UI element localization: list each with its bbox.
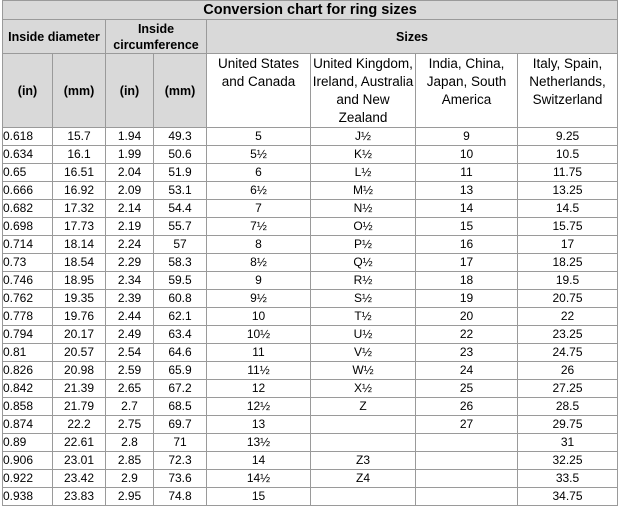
india-china-size-cell: 20 bbox=[416, 308, 518, 326]
india-china-size-cell bbox=[416, 434, 518, 452]
diameter-in-cell: 0.906 bbox=[3, 452, 53, 470]
us-canada-size-cell: 5½ bbox=[207, 146, 311, 164]
diameter-in-cell: 0.65 bbox=[3, 164, 53, 182]
uk-size-cell: Q½ bbox=[311, 254, 416, 272]
circumference-mm-cell: 55.7 bbox=[154, 218, 207, 236]
table-row bbox=[3, 398, 618, 416]
circumference-in-cell: 1.94 bbox=[106, 128, 154, 146]
table-row bbox=[3, 218, 618, 236]
unit-header-diameter-in: (in) bbox=[3, 54, 53, 128]
diameter-in-cell: 0.938 bbox=[3, 488, 53, 506]
diameter-in-cell: 0.81 bbox=[3, 344, 53, 362]
india-china-size-cell: 24 bbox=[416, 362, 518, 380]
unit-header-circumference-mm: (mm) bbox=[154, 54, 207, 128]
circumference-mm-cell: 65.9 bbox=[154, 362, 207, 380]
table-row bbox=[3, 416, 618, 434]
uk-size-cell: Z bbox=[311, 398, 416, 416]
diameter-in-cell: 0.842 bbox=[3, 380, 53, 398]
italy-spain-size-cell: 22 bbox=[518, 308, 618, 326]
us-canada-size-cell: 9½ bbox=[207, 290, 311, 308]
italy-spain-size-cell: 24.75 bbox=[518, 344, 618, 362]
diameter-mm-cell: 23.83 bbox=[53, 488, 106, 506]
india-china-size-cell: 15 bbox=[416, 218, 518, 236]
circumference-in-cell: 2.14 bbox=[106, 200, 154, 218]
italy-spain-size-cell: 14.5 bbox=[518, 200, 618, 218]
circumference-in-cell: 1.99 bbox=[106, 146, 154, 164]
table-row bbox=[3, 146, 618, 164]
diameter-in-cell: 0.762 bbox=[3, 290, 53, 308]
india-china-size-cell: 16 bbox=[416, 236, 518, 254]
table-body bbox=[3, 128, 618, 506]
circumference-mm-cell: 73.6 bbox=[154, 470, 207, 488]
diameter-mm-cell: 22.61 bbox=[53, 434, 106, 452]
us-canada-size-cell: 12 bbox=[207, 380, 311, 398]
diameter-mm-cell: 16.1 bbox=[53, 146, 106, 164]
circumference-mm-cell: 68.5 bbox=[154, 398, 207, 416]
us-canada-size-cell: 13 bbox=[207, 416, 311, 434]
italy-spain-size-cell: 10.5 bbox=[518, 146, 618, 164]
circumference-in-cell: 2.19 bbox=[106, 218, 154, 236]
diameter-mm-cell: 20.98 bbox=[53, 362, 106, 380]
table-row bbox=[3, 362, 618, 380]
circumference-mm-cell: 60.8 bbox=[154, 290, 207, 308]
india-china-size-cell: 13 bbox=[416, 182, 518, 200]
diameter-in-cell: 0.698 bbox=[3, 218, 53, 236]
india-china-size-cell: 23 bbox=[416, 344, 518, 362]
diameter-mm-cell: 18.54 bbox=[53, 254, 106, 272]
uk-size-cell: V½ bbox=[311, 344, 416, 362]
us-canada-size-cell: 10½ bbox=[207, 326, 311, 344]
diameter-in-cell: 0.666 bbox=[3, 182, 53, 200]
us-canada-size-cell: 6½ bbox=[207, 182, 311, 200]
uk-size-cell bbox=[311, 416, 416, 434]
circumference-in-cell: 2.44 bbox=[106, 308, 154, 326]
uk-size-cell: J½ bbox=[311, 128, 416, 146]
diameter-in-cell: 0.89 bbox=[3, 434, 53, 452]
italy-spain-size-cell: 26 bbox=[518, 362, 618, 380]
italy-spain-size-cell: 18.25 bbox=[518, 254, 618, 272]
diameter-in-cell: 0.858 bbox=[3, 398, 53, 416]
us-canada-size-cell: 11 bbox=[207, 344, 311, 362]
table-row bbox=[3, 128, 618, 146]
circumference-in-cell: 2.04 bbox=[106, 164, 154, 182]
india-china-size-cell: 25 bbox=[416, 380, 518, 398]
table-row bbox=[3, 236, 618, 254]
india-china-size-cell: 22 bbox=[416, 326, 518, 344]
circumference-mm-cell: 63.4 bbox=[154, 326, 207, 344]
country-header-india-china-japan-south-america: India, China, Japan, South America bbox=[416, 54, 518, 128]
us-canada-size-cell: 13½ bbox=[207, 434, 311, 452]
diameter-in-cell: 0.794 bbox=[3, 326, 53, 344]
circumference-mm-cell: 59.5 bbox=[154, 272, 207, 290]
us-canada-size-cell: 15 bbox=[207, 488, 311, 506]
india-china-size-cell: 14 bbox=[416, 200, 518, 218]
us-canada-size-cell: 5 bbox=[207, 128, 311, 146]
india-china-size-cell: 10 bbox=[416, 146, 518, 164]
table-row bbox=[3, 326, 618, 344]
italy-spain-size-cell: 33.5 bbox=[518, 470, 618, 488]
diameter-mm-cell: 17.73 bbox=[53, 218, 106, 236]
circumference-mm-cell: 54.4 bbox=[154, 200, 207, 218]
india-china-size-cell: 19 bbox=[416, 290, 518, 308]
diameter-in-cell: 0.874 bbox=[3, 416, 53, 434]
us-canada-size-cell: 14 bbox=[207, 452, 311, 470]
diameter-mm-cell: 23.01 bbox=[53, 452, 106, 470]
circumference-in-cell: 2.24 bbox=[106, 236, 154, 254]
uk-size-cell: L½ bbox=[311, 164, 416, 182]
table-row bbox=[3, 164, 618, 182]
circumference-in-cell: 2.29 bbox=[106, 254, 154, 272]
us-canada-size-cell: 7½ bbox=[207, 218, 311, 236]
country-header-uk-ireland-australia-nz: United Kingdom, Ireland, Australia and New Zealand bbox=[311, 54, 416, 128]
italy-spain-size-cell: 17 bbox=[518, 236, 618, 254]
diameter-mm-cell: 18.95 bbox=[53, 272, 106, 290]
us-canada-size-cell: 9 bbox=[207, 272, 311, 290]
circumference-mm-cell: 72.3 bbox=[154, 452, 207, 470]
diameter-mm-cell: 23.42 bbox=[53, 470, 106, 488]
diameter-mm-cell: 19.76 bbox=[53, 308, 106, 326]
country-header-us-canada: United States and Canada bbox=[207, 54, 311, 128]
table-row bbox=[3, 434, 618, 452]
circumference-mm-cell: 62.1 bbox=[154, 308, 207, 326]
circumference-in-cell: 2.65 bbox=[106, 380, 154, 398]
circumference-mm-cell: 49.3 bbox=[154, 128, 207, 146]
diameter-in-cell: 0.746 bbox=[3, 272, 53, 290]
uk-size-cell: P½ bbox=[311, 236, 416, 254]
sizes-header: Sizes bbox=[207, 20, 618, 54]
italy-spain-size-cell: 11.75 bbox=[518, 164, 618, 182]
circumference-mm-cell: 71 bbox=[154, 434, 207, 452]
table-row bbox=[3, 290, 618, 308]
uk-size-cell bbox=[311, 488, 416, 506]
circumference-in-cell: 2.75 bbox=[106, 416, 154, 434]
india-china-size-cell: 27 bbox=[416, 416, 518, 434]
uk-size-cell: Z4 bbox=[311, 470, 416, 488]
italy-spain-size-cell: 15.75 bbox=[518, 218, 618, 236]
diameter-mm-cell: 16.92 bbox=[53, 182, 106, 200]
diameter-mm-cell: 15.7 bbox=[53, 128, 106, 146]
us-canada-size-cell: 14½ bbox=[207, 470, 311, 488]
diameter-mm-cell: 22.2 bbox=[53, 416, 106, 434]
table-row bbox=[3, 452, 618, 470]
diameter-in-cell: 0.618 bbox=[3, 128, 53, 146]
inside-diameter-header: Inside diameter bbox=[3, 20, 106, 54]
circumference-mm-cell: 64.6 bbox=[154, 344, 207, 362]
italy-spain-size-cell: 31 bbox=[518, 434, 618, 452]
diameter-mm-cell: 17.32 bbox=[53, 200, 106, 218]
circumference-mm-cell: 51.9 bbox=[154, 164, 207, 182]
uk-size-cell: N½ bbox=[311, 200, 416, 218]
table-row bbox=[3, 182, 618, 200]
uk-size-cell: W½ bbox=[311, 362, 416, 380]
italy-spain-size-cell: 23.25 bbox=[518, 326, 618, 344]
country-header-italy-spain-netherlands-switzerland: Italy, Spain, Netherlands, Switzerland bbox=[518, 54, 618, 128]
uk-size-cell: S½ bbox=[311, 290, 416, 308]
circumference-in-cell: 2.34 bbox=[106, 272, 154, 290]
italy-spain-size-cell: 13.25 bbox=[518, 182, 618, 200]
uk-size-cell: U½ bbox=[311, 326, 416, 344]
india-china-size-cell: 9 bbox=[416, 128, 518, 146]
us-canada-size-cell: 10 bbox=[207, 308, 311, 326]
uk-size-cell bbox=[311, 434, 416, 452]
india-china-size-cell: 26 bbox=[416, 398, 518, 416]
circumference-mm-cell: 53.1 bbox=[154, 182, 207, 200]
us-canada-size-cell: 7 bbox=[207, 200, 311, 218]
us-canada-size-cell: 8½ bbox=[207, 254, 311, 272]
circumference-mm-cell: 57 bbox=[154, 236, 207, 254]
italy-spain-size-cell: 27.25 bbox=[518, 380, 618, 398]
circumference-mm-cell: 58.3 bbox=[154, 254, 207, 272]
uk-size-cell: O½ bbox=[311, 218, 416, 236]
diameter-in-cell: 0.778 bbox=[3, 308, 53, 326]
diameter-in-cell: 0.922 bbox=[3, 470, 53, 488]
india-china-size-cell bbox=[416, 452, 518, 470]
circumference-in-cell: 2.59 bbox=[106, 362, 154, 380]
diameter-mm-cell: 21.39 bbox=[53, 380, 106, 398]
uk-size-cell: M½ bbox=[311, 182, 416, 200]
circumference-in-cell: 2.54 bbox=[106, 344, 154, 362]
unit-header-circumference-in: (in) bbox=[106, 54, 154, 128]
diameter-mm-cell: 16.51 bbox=[53, 164, 106, 182]
us-canada-size-cell: 6 bbox=[207, 164, 311, 182]
uk-size-cell: K½ bbox=[311, 146, 416, 164]
us-canada-size-cell: 12½ bbox=[207, 398, 311, 416]
table-title: Conversion chart for ring sizes bbox=[3, 1, 618, 20]
circumference-in-cell: 2.7 bbox=[106, 398, 154, 416]
circumference-in-cell: 2.39 bbox=[106, 290, 154, 308]
italy-spain-size-cell: 32.25 bbox=[518, 452, 618, 470]
italy-spain-size-cell: 20.75 bbox=[518, 290, 618, 308]
india-china-size-cell: 11 bbox=[416, 164, 518, 182]
table-row bbox=[3, 308, 618, 326]
diameter-mm-cell: 20.17 bbox=[53, 326, 106, 344]
india-china-size-cell bbox=[416, 470, 518, 488]
diameter-mm-cell: 18.14 bbox=[53, 236, 106, 254]
circumference-mm-cell: 67.2 bbox=[154, 380, 207, 398]
diameter-in-cell: 0.714 bbox=[3, 236, 53, 254]
italy-spain-size-cell: 34.75 bbox=[518, 488, 618, 506]
diameter-mm-cell: 19.35 bbox=[53, 290, 106, 308]
india-china-size-cell: 17 bbox=[416, 254, 518, 272]
inside-circumference-header: Inside circumference bbox=[106, 20, 207, 54]
italy-spain-size-cell: 29.75 bbox=[518, 416, 618, 434]
table-row bbox=[3, 380, 618, 398]
italy-spain-size-cell: 28.5 bbox=[518, 398, 618, 416]
table-row bbox=[3, 200, 618, 218]
diameter-mm-cell: 20.57 bbox=[53, 344, 106, 362]
circumference-in-cell: 2.09 bbox=[106, 182, 154, 200]
circumference-in-cell: 2.49 bbox=[106, 326, 154, 344]
circumference-in-cell: 2.85 bbox=[106, 452, 154, 470]
uk-size-cell: R½ bbox=[311, 272, 416, 290]
diameter-mm-cell: 21.79 bbox=[53, 398, 106, 416]
ring-size-table bbox=[2, 0, 618, 506]
us-canada-size-cell: 8 bbox=[207, 236, 311, 254]
table-row bbox=[3, 254, 618, 272]
diameter-in-cell: 0.73 bbox=[3, 254, 53, 272]
circumference-in-cell: 2.9 bbox=[106, 470, 154, 488]
diameter-in-cell: 0.826 bbox=[3, 362, 53, 380]
uk-size-cell: X½ bbox=[311, 380, 416, 398]
us-canada-size-cell: 11½ bbox=[207, 362, 311, 380]
table-row bbox=[3, 344, 618, 362]
diameter-in-cell: 0.634 bbox=[3, 146, 53, 164]
italy-spain-size-cell: 9.25 bbox=[518, 128, 618, 146]
circumference-mm-cell: 74.8 bbox=[154, 488, 207, 506]
circumference-in-cell: 2.8 bbox=[106, 434, 154, 452]
circumference-mm-cell: 50.6 bbox=[154, 146, 207, 164]
circumference-mm-cell: 69.7 bbox=[154, 416, 207, 434]
diameter-in-cell: 0.682 bbox=[3, 200, 53, 218]
india-china-size-cell bbox=[416, 488, 518, 506]
circumference-in-cell: 2.95 bbox=[106, 488, 154, 506]
table-row bbox=[3, 470, 618, 488]
uk-size-cell: Z3 bbox=[311, 452, 416, 470]
table-row bbox=[3, 272, 618, 290]
italy-spain-size-cell: 19.5 bbox=[518, 272, 618, 290]
india-china-size-cell: 18 bbox=[416, 272, 518, 290]
unit-header-diameter-mm: (mm) bbox=[53, 54, 106, 128]
uk-size-cell: T½ bbox=[311, 308, 416, 326]
table-row bbox=[3, 488, 618, 506]
